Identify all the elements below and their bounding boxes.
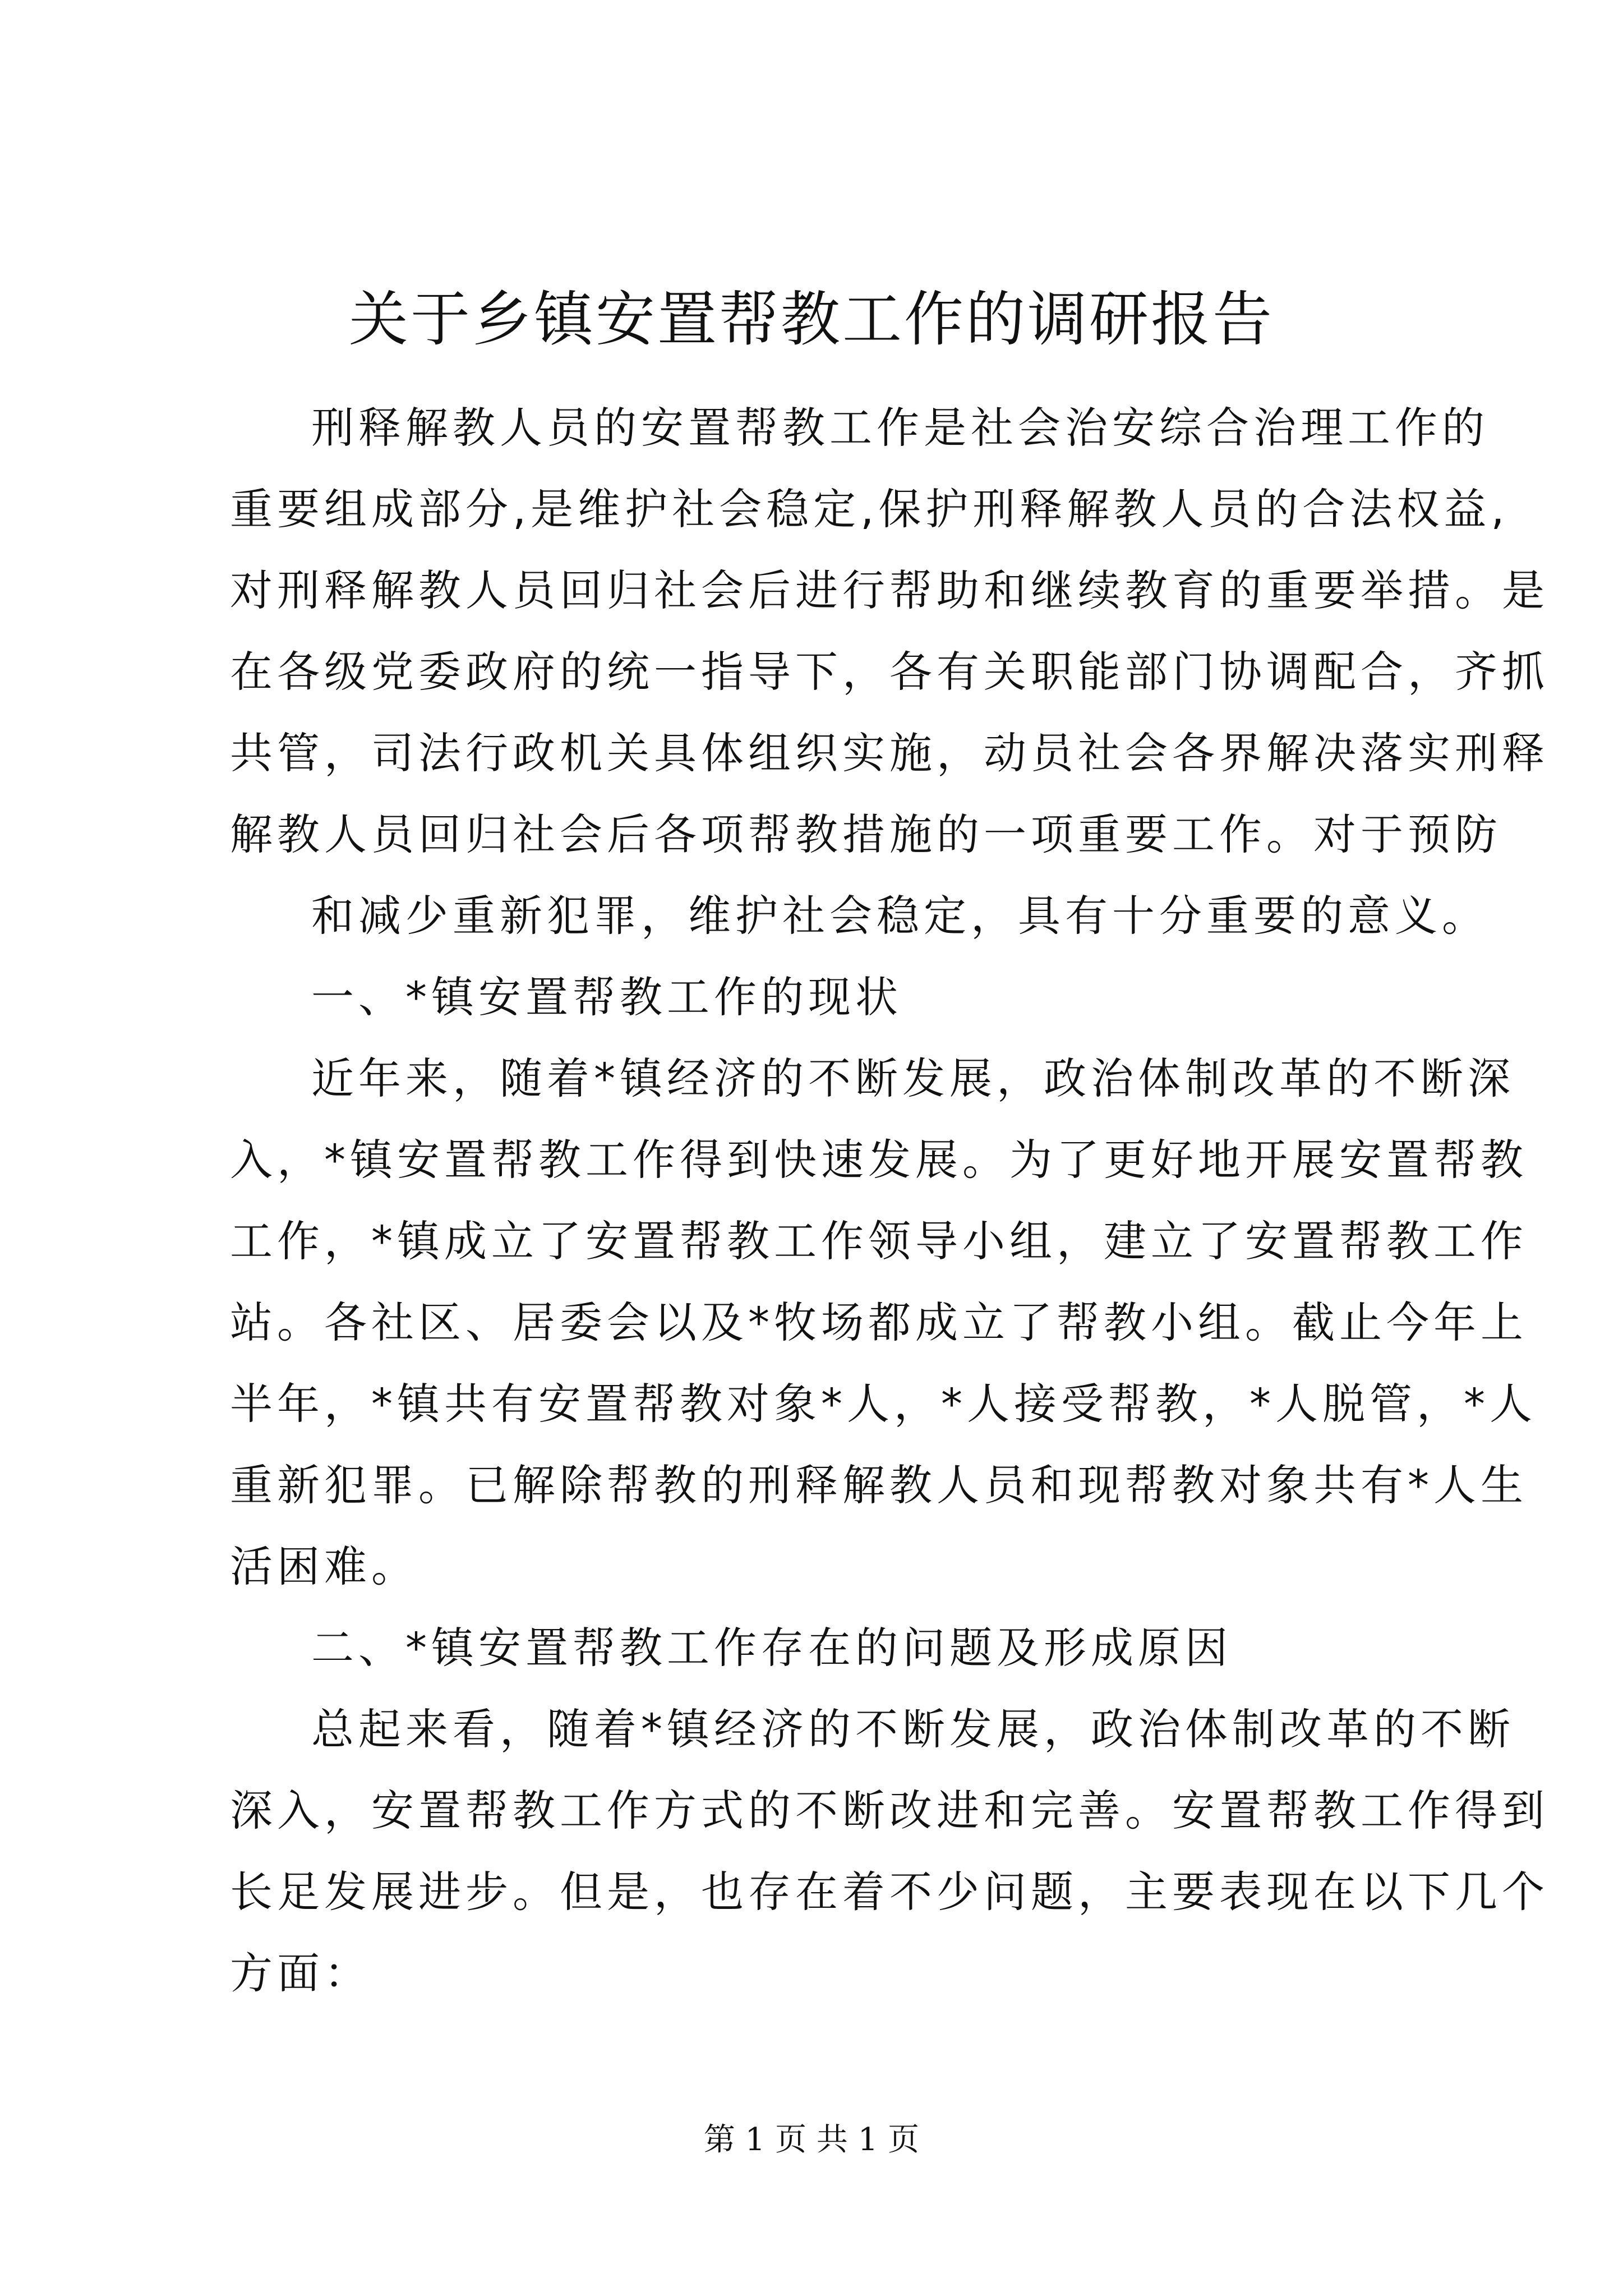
paragraph-line: 工作，*镇成立了安置帮教工作领导小组，建立了安置帮教工作 [230, 1216, 1528, 1266]
paragraph-line: 入，*镇安置帮教工作得到快速发展。为了更好地开展安置帮教 [230, 1135, 1528, 1185]
paragraph-line: 和减少重新犯罪，维护社会稳定，具有十分重要的意义。 [311, 891, 1489, 941]
paragraph-line: 深入，安置帮教工作方式的不断改进和完善。安置帮教工作得到 [230, 1786, 1549, 1835]
paragraph-line: 站。各社区、居委会以及*牧场都成立了帮教小组。截止今年上 [230, 1297, 1528, 1347]
document-title: 关于乡镇安置帮教工作的调研报告 [349, 285, 1274, 354]
document-body [230, 387, 1549, 2014]
paragraph-line: 总起来看，随着*镇经济的不断发展，政治体制改革的不断 [311, 1704, 1515, 1754]
paragraph-line: 方面： [230, 1948, 371, 1998]
paragraph-line: 刑释解教人员的安置帮教工作是社会治安综合治理工作的 [311, 403, 1489, 453]
paragraph-line: 活困难。 [230, 1542, 418, 1591]
section-heading: 一、*镇安置帮教工作的现状 [311, 972, 902, 1022]
section-heading: 二、*镇安置帮教工作存在的问题及形成原因 [311, 1623, 1232, 1673]
paragraph-line: 共管，司法行政机关具体组织实施，动员社会各界解决落实刑释 [230, 728, 1549, 778]
page-footer: 第 1 页 共 1 页 [703, 2122, 920, 2158]
paragraph-line: 重要组成部分,是维护社会稳定,保护刑释解教人员的合法权益, [230, 484, 1509, 534]
paragraph-line: 半年，*镇共有安置帮教对象*人，*人接受帮教，*人脱管，*人 [230, 1379, 1537, 1429]
paragraph-line: 在各级党委政府的统一指导下，各有关职能部门协调配合，齐抓 [230, 647, 1549, 697]
paragraph-line: 解教人员回归社会后各项帮教措施的一项重要工作。对于预防 [230, 809, 1502, 859]
paragraph-line: 对刑释解教人员回归社会后进行帮助和继续教育的重要举措。是 [230, 565, 1549, 615]
paragraph-line: 近年来，随着*镇经济的不断发展，政治体制改革的不断深 [311, 1053, 1515, 1103]
paragraph-line: 重新犯罪。已解除帮教的刑释解教人员和现帮教对象共有*人生 [230, 1460, 1528, 1510]
paragraph-line: 长足发展进步。但是，也存在着不少问题，主要表现在以下几个 [230, 1867, 1549, 1917]
